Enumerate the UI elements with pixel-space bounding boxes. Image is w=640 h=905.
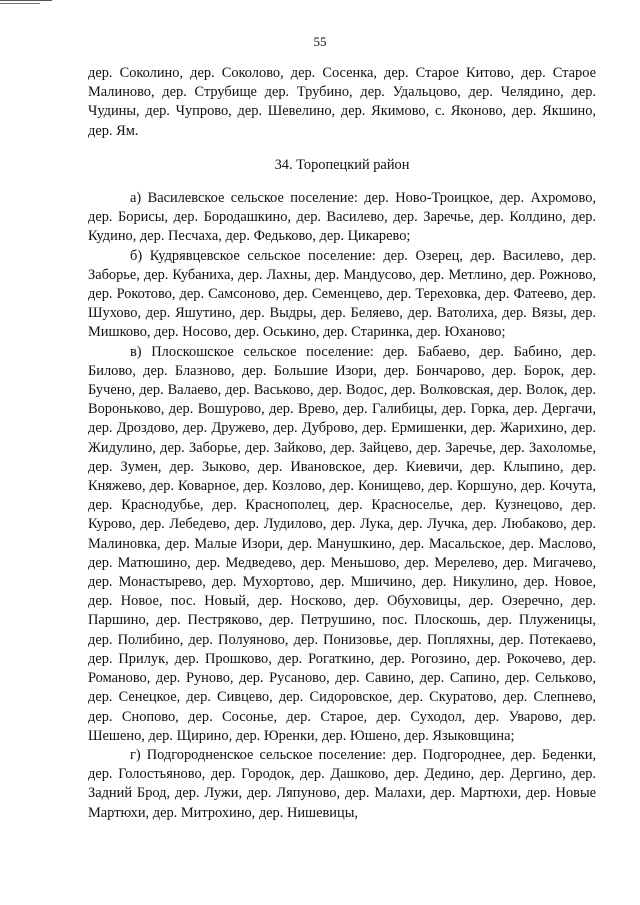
list-item-a: а) Василевское сельское поселение: дер. Ново-Троицкое, дер. Ахромово, дер. Борисы, дер. Бородашкино, дер. Василево, дер. Заречье, дер. Колдино, дер. Кудино, дер. Песчаха, дер. Федьково, дер. Цикарево; (88, 190, 596, 245)
scan-corner-mark (0, 0, 52, 5)
paragraph-continuation: дер. Соколино, дер. Соколово, дер. Сосенка, дер. Старое Китово, дер. Старое Малиново, дер. Струбище дер. Трубино, дер. Удальцово, дер. Челядино, дер. Чудины, дер. Чупрово, дер. Шевелино, дер. Якимово, с. Яконово, дер. Якшино, дер. Ям. (88, 65, 596, 139)
list-item-d: г) Подгородненское сельское поселение: дер. Подгороднее, дер. Беденки, дер. Голостьяново, дер. Городок, дер. Дашково, дер. Дедино, дер. Дергино, дер. Задний Брод, дер. Лужи, дер. Ляпуново, дер. Малахи, дер. Мартюхи, дер. Новые Мартюхи, дер. Митрохино, дер. Нишевицы, (88, 746, 596, 821)
section-title: 34. Торопецкий район (274, 156, 410, 173)
list-item-c: в) Плоскошское сельское поселение: дер. Бабаево, дер. Бабино, дер. Билово, дер. Блазново, дер. Большие Изори, дер. Бончарово, дер. Борок, дер. Бучено, дер. Валаево, дер. Васьково, дер. Водос, дер. Волковская, дер. Волок, дер. Вороньково, дер. Вошурово, дер. Врево, дер. Галибицы, дер. Горка, дер. Дергачи, дер. Дроздово, дер. Дружево, дер. Дуброво, дер. Ермишенки, дер. Жарихино, дер. Жидулино, дер. Заборье, дер. Зайково, дер. Зайцево, дер. Заречье, дер. Захоломье, дер. Зумен, дер. Зыково, дер. Ивановское, дер. Киевичи, дер. Клыпино, дер. Княжево, дер. Коварное, дер. Козлово, дер. Конищево, дер. Коршуно, дер. Кочута, дер. Краснодубье, дер. Краснополец, дер. Красноселье, дер. Кузнецово, дер. Курово, дер. Лебедево, дер. Лудилово, дер. Лука, дер. Лучка, дер. Любаково, дер. Малиновка, дер. Малые Изори, дер. Манушкино, дер. Масальское, дер. Маслово, дер. Матюшино, дер. Медведево, дер. Меньшово, дер. Мерелево, дер. Мигачево, дер. Монастырево, дер. Мухортово, дер. Мшичино, дер. Никулино, дер. Новое, дер. Новое, пос. Новый, дер. Носково, дер. Обуховицы, дер. Озеречно, дер. Паршино, дер. Пестряково, дер. Петрушино, пос. Плоскошь, дер. Плуженицы, дер. Полибино, дер. Полуяново, дер. Понизовье, дер. Попляхны, дер. Потекаево, дер. Прилук, дер. Прошково, дер. Рогаткино, дер. Рогозино, дер. Рокочево, дер. Романово, дер. Руново, дер. Русаново, дер. Савино, дер. Сапино, дер. Сельково, дер. Сенецкое, дер. Сивцево, дер. Сидоровское, дер. Скуратово, дер. Слепнево, дер. Снопово, дер. Сосонье, дер. Старое, дер. Суходол, дер. Уварово, дер. Шешено, дер. Щирино, дер. Юренки, дер. Юшено, дер. Языковщина; (88, 343, 596, 744)
page-number: 55 (313, 34, 327, 49)
document-body (88, 64, 596, 823)
list-item-b: б) Кудрявцевское сельское поселение: дер. Озерец, дер. Василево, дер. Заборье, дер. Кубаниха, дер. Лахны, дер. Мандусово, дер. Метлино, дер. Рожново, дер. Рокотово, дер. Самсоново, дер. Семенцево, дер. Тереховка, дер. Фатеево, дер. Шухово, дер. Яшутино, дер. Выдры, дер. Беляево, дер. Ватолиха, дер. Вязы, дер. Мишково, дер. Носово, дер. Оськино, дер. Старинка, дер. Юханово; (88, 247, 596, 341)
